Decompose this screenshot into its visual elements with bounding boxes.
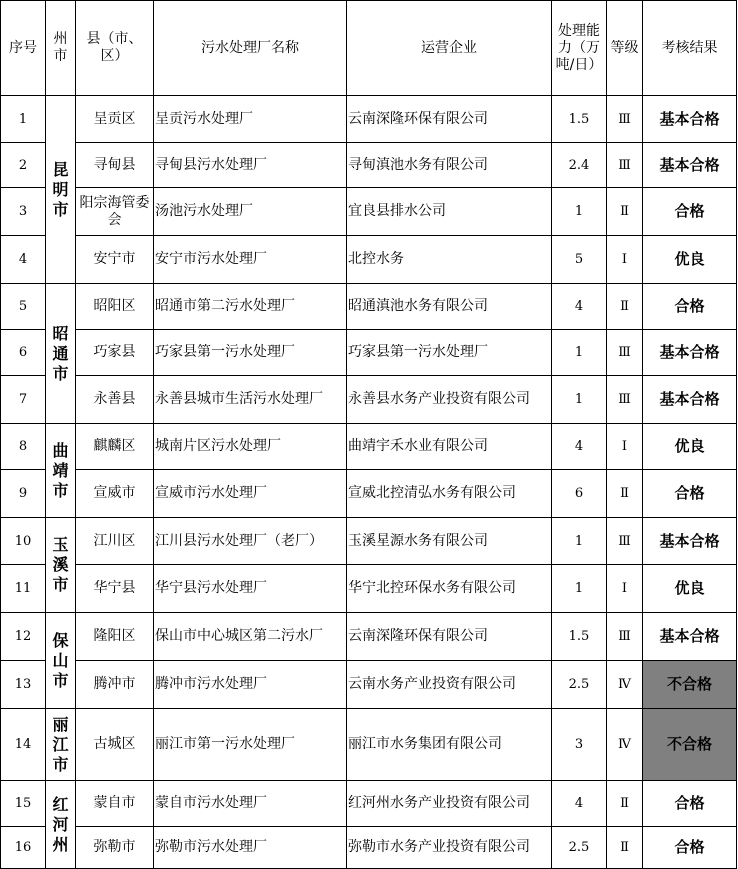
- header-capacity: 处理能力（万吨/日）: [552, 1, 607, 96]
- table-row: [1, 565, 737, 613]
- row-no: 10: [1, 518, 46, 565]
- county-cell: 弥勒市: [76, 827, 154, 869]
- result-cell: 基本合格: [643, 96, 737, 143]
- county-cell: 永善县: [76, 376, 154, 424]
- city-cell: 曲靖市: [46, 424, 76, 518]
- company-cell: 弥勒市水务产业投资有限公司: [347, 827, 552, 869]
- row-no: 7: [1, 376, 46, 424]
- header-row: [1, 1, 737, 96]
- table-row: [1, 709, 737, 781]
- company-cell: 玉溪星源水务有限公司: [347, 518, 552, 565]
- plant-cell: 呈贡污水处理厂: [154, 96, 347, 143]
- result-cell: 优良: [643, 424, 737, 470]
- plant-cell: 巧家县第一污水处理厂: [154, 330, 347, 376]
- city-cell: 昭通市: [46, 284, 76, 424]
- row-no: 6: [1, 330, 46, 376]
- grade-cell: Ⅱ: [607, 470, 643, 518]
- grade-cell: Ⅲ: [607, 613, 643, 661]
- table-row: [1, 470, 737, 518]
- company-cell: 曲靖宇禾水业有限公司: [347, 424, 552, 470]
- capacity-cell: 1: [552, 188, 607, 236]
- city-cell: 保山市: [46, 613, 76, 709]
- capacity-cell: 2.4: [552, 143, 607, 188]
- grade-cell: Ⅲ: [607, 518, 643, 565]
- plant-cell: 寻甸县污水处理厂: [154, 143, 347, 188]
- capacity-cell: 3: [552, 709, 607, 781]
- row-no: 5: [1, 284, 46, 330]
- capacity-cell: 1: [552, 518, 607, 565]
- row-no: 15: [1, 781, 46, 827]
- company-cell: 红河州水务产业投资有限公司: [347, 781, 552, 827]
- capacity-cell: 1.5: [552, 613, 607, 661]
- result-cell: 合格: [643, 827, 737, 869]
- table-row: [1, 424, 737, 470]
- company-cell: 华宁北控环保水务有限公司: [347, 565, 552, 613]
- grade-cell: Ⅱ: [607, 781, 643, 827]
- capacity-cell: 1.5: [552, 96, 607, 143]
- row-no: 1: [1, 96, 46, 143]
- county-cell: 古城区: [76, 709, 154, 781]
- county-cell: 麒麟区: [76, 424, 154, 470]
- capacity-cell: 4: [552, 781, 607, 827]
- grade-cell: Ⅳ: [607, 709, 643, 781]
- company-cell: 寻甸滇池水务有限公司: [347, 143, 552, 188]
- table-row: [1, 330, 737, 376]
- grade-cell: Ⅲ: [607, 96, 643, 143]
- plant-cell: 蒙自市污水处理厂: [154, 781, 347, 827]
- county-cell: 阳宗海管委会: [76, 188, 154, 236]
- grade-cell: Ⅲ: [607, 143, 643, 188]
- county-cell: 蒙自市: [76, 781, 154, 827]
- city-cell: 玉溪市: [46, 518, 76, 613]
- county-cell: 隆阳区: [76, 613, 154, 661]
- grade-cell: Ⅰ: [607, 236, 643, 284]
- header-result: 考核结果: [643, 1, 737, 96]
- grade-cell: Ⅱ: [607, 188, 643, 236]
- row-no: 13: [1, 661, 46, 709]
- result-cell: 合格: [643, 284, 737, 330]
- header-plant: 污水处理厂名称: [154, 1, 347, 96]
- header-grade: 等级: [607, 1, 643, 96]
- table-row: [1, 236, 737, 284]
- grade-cell: Ⅲ: [607, 376, 643, 424]
- county-cell: 安宁市: [76, 236, 154, 284]
- grade-cell: Ⅳ: [607, 661, 643, 709]
- table-row: [1, 827, 737, 869]
- result-cell: 合格: [643, 188, 737, 236]
- plant-cell: 弥勒市污水处理厂: [154, 827, 347, 869]
- capacity-cell: 6: [552, 470, 607, 518]
- grade-cell: Ⅲ: [607, 330, 643, 376]
- county-cell: 江川区: [76, 518, 154, 565]
- table-row: [1, 143, 737, 188]
- table-row: [1, 661, 737, 709]
- capacity-cell: 4: [552, 284, 607, 330]
- capacity-cell: 4: [552, 424, 607, 470]
- company-cell: 宜良县排水公司: [347, 188, 552, 236]
- capacity-cell: 2.5: [552, 661, 607, 709]
- row-no: 16: [1, 827, 46, 869]
- row-no: 14: [1, 709, 46, 781]
- row-no: 9: [1, 470, 46, 518]
- company-cell: 丽江市水务集团有限公司: [347, 709, 552, 781]
- company-cell: 宣威北控清弘水务有限公司: [347, 470, 552, 518]
- company-cell: 永善县水务产业投资有限公司: [347, 376, 552, 424]
- table-row: [1, 188, 737, 236]
- result-cell: 优良: [643, 565, 737, 613]
- capacity-cell: 1: [552, 565, 607, 613]
- row-no: 8: [1, 424, 46, 470]
- county-cell: 腾冲市: [76, 661, 154, 709]
- plant-cell: 汤池污水处理厂: [154, 188, 347, 236]
- result-cell: 基本合格: [643, 330, 737, 376]
- header-county: 县（市、区）: [76, 1, 154, 96]
- result-cell: 基本合格: [643, 376, 737, 424]
- row-no: 4: [1, 236, 46, 284]
- company-cell: 云南水务产业投资有限公司: [347, 661, 552, 709]
- plant-cell: 江川县污水处理厂（老厂）: [154, 518, 347, 565]
- plant-cell: 昭通市第二污水处理厂: [154, 284, 347, 330]
- result-cell: 合格: [643, 470, 737, 518]
- result-cell-fail: 不合格: [643, 709, 737, 781]
- header-city: 州市: [46, 1, 76, 96]
- county-cell: 巧家县: [76, 330, 154, 376]
- county-cell: 寻甸县: [76, 143, 154, 188]
- capacity-cell: 1: [552, 330, 607, 376]
- result-cell: 基本合格: [643, 613, 737, 661]
- table-row: [1, 376, 737, 424]
- table-row: [1, 518, 737, 565]
- county-cell: 昭阳区: [76, 284, 154, 330]
- grade-cell: Ⅰ: [607, 424, 643, 470]
- header-no: 序号: [1, 1, 46, 96]
- plant-cell: 宣威市污水处理厂: [154, 470, 347, 518]
- company-cell: 北控水务: [347, 236, 552, 284]
- plant-cell: 城南片区污水处理厂: [154, 424, 347, 470]
- company-cell: 昭通滇池水务有限公司: [347, 284, 552, 330]
- table-row: [1, 284, 737, 330]
- result-cell: 优良: [643, 236, 737, 284]
- result-cell: 基本合格: [643, 143, 737, 188]
- company-cell: 云南深隆环保有限公司: [347, 613, 552, 661]
- row-no: 3: [1, 188, 46, 236]
- grade-cell: Ⅱ: [607, 827, 643, 869]
- row-no: 2: [1, 143, 46, 188]
- plant-cell: 华宁县污水处理厂: [154, 565, 347, 613]
- company-cell: 云南深隆环保有限公司: [347, 96, 552, 143]
- table-row: [1, 781, 737, 827]
- county-cell: 华宁县: [76, 565, 154, 613]
- company-cell: 巧家县第一污水处理厂: [347, 330, 552, 376]
- city-cell: 昆明市: [46, 96, 76, 284]
- city-cell: 红河州: [46, 781, 76, 869]
- capacity-cell: 5: [552, 236, 607, 284]
- plant-cell: 安宁市污水处理厂: [154, 236, 347, 284]
- plant-cell: 保山市中心城区第二污水厂: [154, 613, 347, 661]
- county-cell: 宣威市: [76, 470, 154, 518]
- result-cell: 合格: [643, 781, 737, 827]
- row-no: 11: [1, 565, 46, 613]
- result-cell-fail: 不合格: [643, 661, 737, 709]
- grade-cell: Ⅱ: [607, 284, 643, 330]
- result-cell: 基本合格: [643, 518, 737, 565]
- plant-cell: 永善县城市生活污水处理厂: [154, 376, 347, 424]
- capacity-cell: 1: [552, 376, 607, 424]
- capacity-cell: 2.5: [552, 827, 607, 869]
- table-row: [1, 613, 737, 661]
- header-company: 运营企业: [347, 1, 552, 96]
- grade-cell: Ⅰ: [607, 565, 643, 613]
- city-cell: 丽江市: [46, 709, 76, 781]
- plant-cell: 丽江市第一污水处理厂: [154, 709, 347, 781]
- table-row: [1, 96, 737, 143]
- county-cell: 呈贡区: [76, 96, 154, 143]
- plant-cell: 腾冲市污水处理厂: [154, 661, 347, 709]
- row-no: 12: [1, 613, 46, 661]
